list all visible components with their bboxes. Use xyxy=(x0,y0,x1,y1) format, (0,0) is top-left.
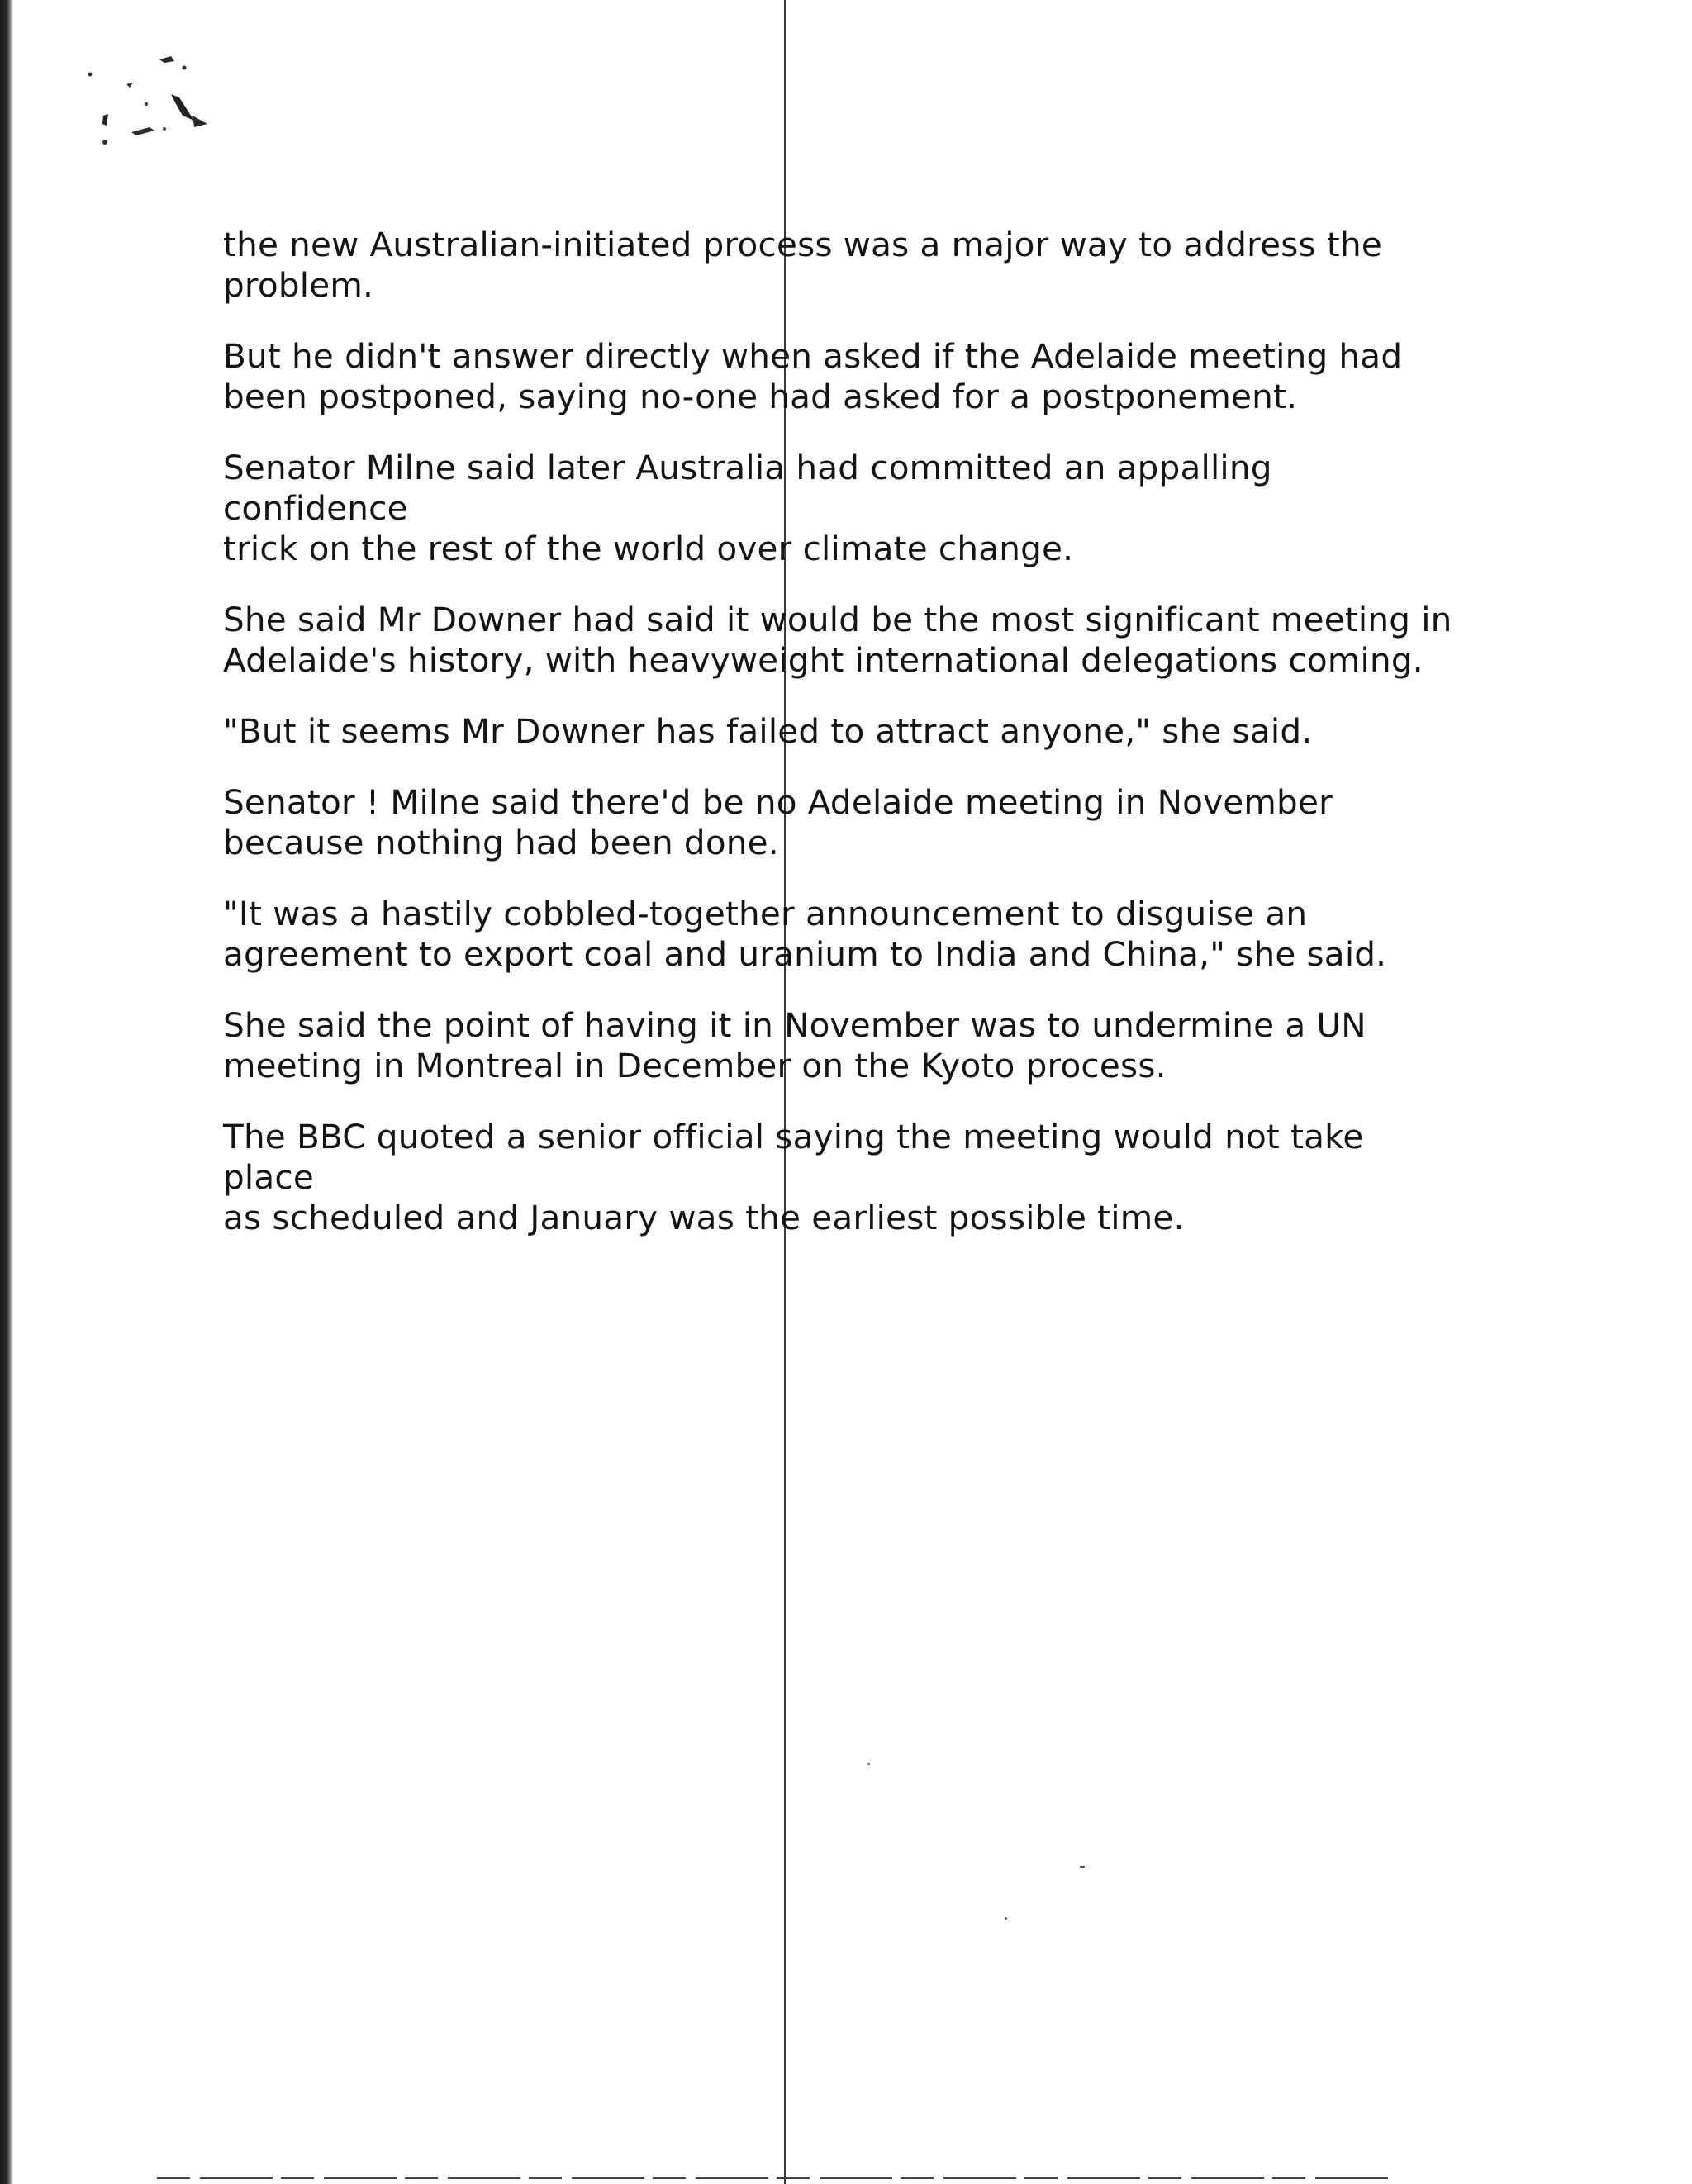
scan-speck xyxy=(867,1763,870,1765)
paragraph: The BBC quoted a senior official saying the meeting would not take place as scheduled and January was the earliest possible time. xyxy=(223,1117,1364,1237)
paragraph: She said Mr Downer had said it would be the most significant meeting in Adelaide's history, with heavyweight international delegations coming. xyxy=(223,600,1452,680)
paragraph: She said the point of having it in November was to undermine a UN meeting in Montreal in December on the Kyoto process. xyxy=(223,1005,1366,1085)
scan-speck xyxy=(1005,1917,1007,1920)
scan-artifact-marks xyxy=(78,50,227,157)
paragraph: Senator ! Milne said there'd be no Adelaide meeting in November because nothing had been done. xyxy=(223,782,1333,862)
paragraph: But he didn't answer directly when asked if the Adelaide meeting had been postponed, saying no-one had asked for a postponement. xyxy=(223,336,1403,416)
paragraph: the new Australian-initiated process was a major way to address the problem. xyxy=(223,225,1382,305)
article-body xyxy=(223,225,1462,1269)
scan-left-edge xyxy=(0,0,13,2184)
paragraph: Senator Milne said later Australia had committed an appalling confidence trick on the rest of the world over climate change. xyxy=(223,448,1272,568)
scan-speck xyxy=(1080,1866,1085,1868)
paragraph: "It was a hastily cobbled-together announcement to disguise an agreement to export coal and uranium to India and China," she said. xyxy=(223,894,1387,974)
paragraph: "But it seems Mr Downer has failed to attract anyone," she said. xyxy=(223,711,1313,751)
scan-bottom-rule xyxy=(157,2177,1396,2179)
